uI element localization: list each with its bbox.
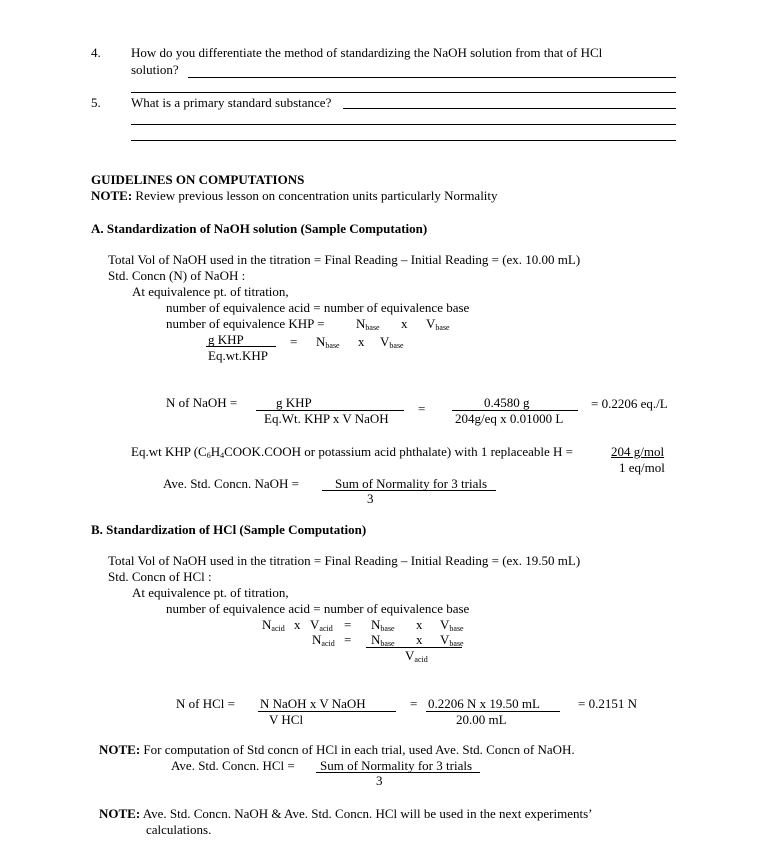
std-concn-line: Std. Concn of HCl : [108,569,212,584]
n-acid: $N_{acid}$ [312,632,335,648]
note [99,742,575,758]
fraction-denominator: 3 [367,491,374,506]
answer-line[interactable] [131,92,676,93]
times-sign: x [416,632,423,647]
equivalence-point-line: At equivalence pt. of titration, [132,284,289,299]
fraction-numerator: N NaOH x V NaOH [260,696,366,711]
final-note [99,806,592,822]
n-naoh-label: N of NaOH = [166,395,238,410]
n-acid: $N_{acid}$ [262,617,285,633]
n-base: $N_{base}$ [356,316,380,332]
fraction-denominator: Eq.wt.KHP [208,348,268,363]
section-a-title: A. Standardization of NaOH solution (Sample Computation) [91,221,428,236]
fraction-numerator: Sum of Normality for 3 trials [320,758,473,773]
fraction-bar [316,772,480,773]
fraction-denominator: V HCl [269,712,304,727]
fraction-numerator: g KHP [208,332,244,347]
v-base: $V_{base}$ [440,632,464,648]
question-number: 4. [91,45,101,60]
note-text: For computation of Std concn of HCl in each trial, used Ave. Std. Concn of NaOH. [143,742,575,757]
fraction-denominator: 204g/eq x 0.01000 L [455,411,564,426]
result-value: = 0.2151 N [578,696,637,711]
result-value: = 0.2206 eq./L [591,396,668,411]
note-text: Review previous lesson on concentration units particularly Normality [135,188,498,203]
note-text: calculations. [146,822,212,837]
v-base: $V_{base}$ [440,617,464,633]
answer-line[interactable] [131,140,676,141]
total-volume-line: Total Vol of NaOH used in the titration = Final Reading – Initial Reading = (ex. 19.50 mL) [108,553,581,568]
fraction-numerator: Sum of Normality for 3 trials [335,476,488,491]
note-label: NOTE: [91,188,133,203]
n-base: $N_{base}$ [371,617,395,633]
question-text: solution? [131,62,179,77]
section-heading: GUIDELINES ON COMPUTATIONS [91,172,305,187]
equation-line: number of equivalence acid = number of equivalence base [166,601,470,616]
question-text: What is a primary standard substance? [131,95,332,110]
times-sign: x [401,316,408,331]
fraction-numerator: g KHP [276,395,312,410]
fraction-numerator: 204 g/mol [611,444,665,459]
note-label: NOTE: [99,806,141,821]
equation-line: number of equivalence KHP = [166,316,325,331]
times-sign: x [358,334,365,349]
fraction-numerator: 0.4580 g [484,395,530,410]
note [91,188,498,204]
equals-sign: = [344,632,352,647]
equals-sign: = [418,401,426,416]
fraction-bar [322,490,496,491]
v-acid: $V_{acid}$ [310,617,333,633]
equals-sign: = [290,334,298,349]
question-text: How do you differentiate the method of standardizing the NaOH solution from that of HCl [131,45,603,60]
eq-wt-khp-line: Eq.wt KHP ($C_6H_4COOK.COOH$ or potassium acid phthalate) with 1 replaceable H = [131,444,573,460]
times-sign: x [416,617,423,632]
equals-sign: = [410,696,418,711]
fraction-bar [206,346,276,347]
fraction-denominator: 3 [376,773,383,788]
v-base: $V_{base}$ [426,316,450,332]
answer-line[interactable] [131,124,676,125]
section-b-title: B. Standardization of HCl (Sample Computation) [91,522,367,537]
n-base: $N_{base}$ [316,334,340,350]
ave-std-concn-label: Ave. Std. Concn. NaOH = [163,476,299,491]
v-acid: $V_{acid}$ [405,648,428,664]
n-hcl-label: N of HCl = [176,696,235,711]
equation-line: number of equivalence acid = number of equivalence base [166,300,470,315]
equivalence-point-line: At equivalence pt. of titration, [132,585,289,600]
question-number: 5. [91,95,101,110]
note-label: NOTE: [99,742,141,757]
n-base: $N_{base}$ [371,632,395,648]
answer-line[interactable] [188,77,676,78]
ave-std-concn-label: Ave. Std. Concn. HCl = [171,758,295,773]
total-volume-line: Total Vol of NaOH used in the titration = Final Reading – Initial Reading = (ex. 10.00 mL) [108,252,581,267]
v-base: $V_{base}$ [380,334,404,350]
fraction-denominator: Eq.Wt. KHP x V NaOH [264,411,389,426]
fraction-numerator: 0.2206 N x 19.50 mL [428,696,540,711]
times-sign: x [294,617,301,632]
equals-sign: = [344,617,352,632]
note-text: Ave. Std. Concn. NaOH & Ave. Std. Concn. HCl will be used in the next experiments’ [142,806,593,821]
std-concn-line: Std. Concn (N) of NaOH : [108,268,246,283]
fraction-denominator: 1 eq/mol [619,460,665,475]
answer-line[interactable] [343,108,676,109]
fraction-denominator: 20.00 mL [456,712,507,727]
